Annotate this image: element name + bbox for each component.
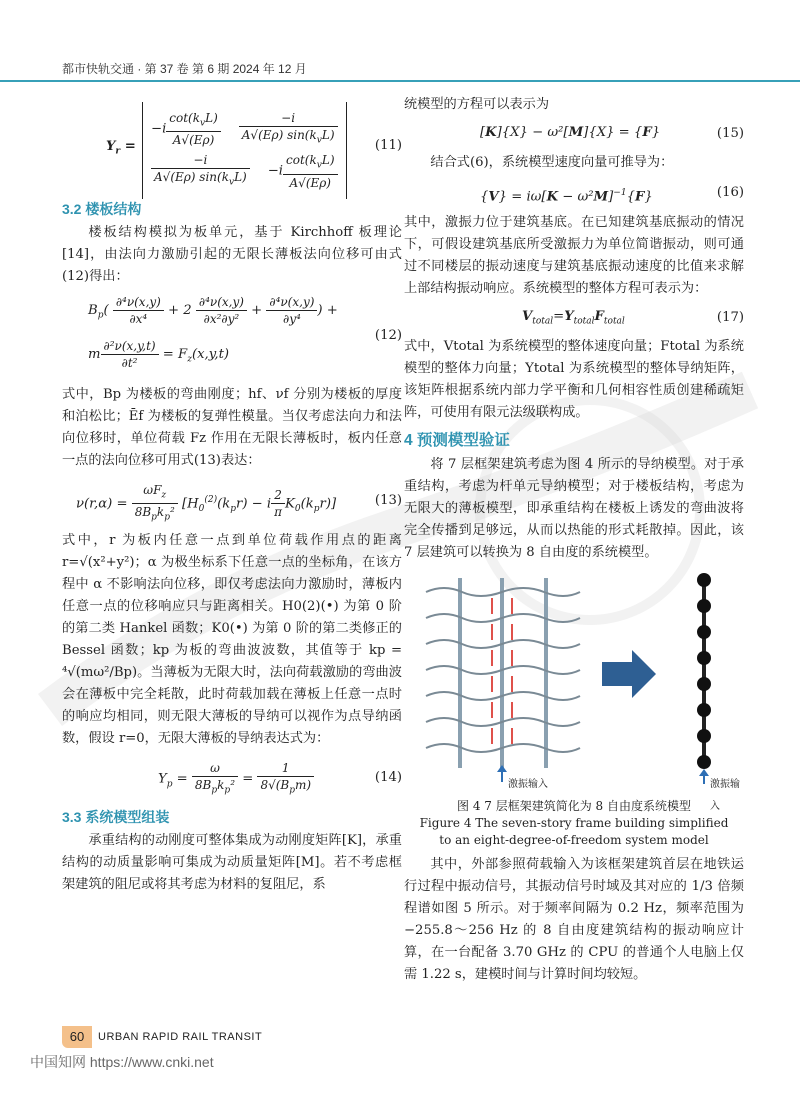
frame-building [426,578,580,782]
paragraph: 式中，r 为板内任意一点到单位荷载作用点的距离 r=√(x²+y²)；α 为极坐标系下任意一点的坐标角，在该方程中 α 不影响法向位移，即仅考虑法向力激励时，薄板内任意一点的位移响应只与距离相关。H0(2)(•) 为第 0 阶的第二类 Hankel 函数；K0(•) 为第 0 阶的第二类修正的 Bessel 函数；kp 为板的弯曲波波数，其值等于 kp = ⁴√(mω²/Bp)。当薄板为无限大时，法向荷载激励的弯曲波会在薄板中完全耗散，此时荷载加载在薄板上任意一点时的响应均相同，则无限大薄板的导纳可以视作为点导纳函数，假设 r=0，无限大薄板的导纳表达式为： [62,533,402,746]
paragraph: 其中，激振力位于建筑基底。在已知建筑基底振动的情况下，可假设建筑基底所受激振力为单位简谐振动，则可通过不同楼层的振动速度与建筑基底振动速度的比值来求解上部结构振动响应。系统模型的整体方程可表示为： [404,215,744,296]
section-title-3-2: 3.2 楼板结构 [62,201,142,217]
equation-number: (15) [716,126,744,141]
paragraph: 式中，Vtotal 为系统模型的整体速度向量；Ftotal 为系统模型的整体力向量；Ytotal 为系统模型的整体导纳矩阵，该矩阵根据系统内部力学平衡和几何相容性质创建稀疏矩阵，可使用有限元法级联构成。 [404,339,744,420]
equation-number: (14) [374,770,402,785]
figure-caption-cn: 图 4 7 层框架建筑简化为 8 自由度系统模型 [457,799,691,813]
excitation-label-left: 激振输入 [508,779,548,790]
equation-13: ν(r,α) = $\frac{\omega F_z}{8B_pk_p^2}$ [$H_0^{(2)}(k_pr) - i$ $\frac{2}{\pi}$ $K_0(k_pr)$] (13) [76,483,402,523]
paragraph: 式中，Bp 为楼板的弯曲刚度；hf、νf 分别为楼板的厚度和泊松比；Ēf 为楼板的复弹性模量。当仅考虑法向力和法向位移时，单位荷载 Fz 作用在无限长薄板时，板内任意一点的法向位移可用式(13)表达： [62,387,402,468]
excitation-label-right: 激振输入 [710,779,740,812]
section-title-4: 4 预测模型验证 [404,432,510,449]
right-column [404,94,744,986]
paragraph: 统模型的方程可以表示为 [404,97,550,112]
left-column [62,94,402,896]
equation-12: $B_p$( $\frac{\text{∂⁴ν(x,y)}}{\text{∂x⁴}}$ + 2 $\frac{\text{∂⁴ν(x,y)}}{\text{∂x²∂y²}}$ + $\frac{\text{∂⁴ν(x,y)}}{\text{∂y⁴}}$ ) + m $\frac{\text{∂²ν(x,y,t)}}{\text{∂t²}}$ = $F_z(x,y,t)$ (12) [88,295,402,370]
figure-caption-en-2: to an eight-degree-of-freedom system model [439,833,709,847]
paragraph: 楼板结构模拟为板单元，基于 Kirchhoff 板理论[14]，由法向力激励引起的无限长薄板法向位移可由式(12)得出： [62,225,402,284]
equation-17: $V_{total}=Y_{total}F_{total}$ (17) [404,306,744,330]
figure-caption-en-1: Figure 4 The seven-story frame building simplified [419,816,729,830]
equation-15: [K]{X} − ω²[M]{X} = {F} (15) [404,122,744,146]
figure-4 [404,570,744,970]
equation-11: $Y_r$ = −i $\frac{\cot(k_vL)}{A√(E\rho)}$ $\frac{-i}{A√(E\rho) \sin(k_vL)}$ $\frac{-i}{A√(E\rho) \sin(k_vL)}$ −i $\frac{\cot(k_vL)}{A√(E\rho)}$ (11) [62,100,402,192]
paragraph: 承重结构的动刚度可整体集成为动刚度矩阵[K]，承重结构的动质量影响可集成为动质量矩阵[M]。若不考虑框架建筑的阻尼或将其考虑为材料的复阻尼，系 [62,833,402,892]
equation-number: (17) [716,310,744,325]
paragraph: 将 7 层框架建筑考虑为图 4 所示的导纳模型。对于承重结构，考虑为杆单元导纳模型；对于楼板结构，考虑为无限大的薄板模型，即承重结构在楼板上诱发的弯曲波将完全传播到足够远，从而以热能的形式耗散掉。因此，该 7 层建筑可以转换为 8 自由度的系统模型。 [404,457,744,560]
journal-header: 都市快轨交通 · 第 37 卷 第 6 期 2024 年 12 月 [62,62,307,76]
equation-number: (12) [374,328,402,343]
journal-name-en: URBAN RAPID RAIL TRANSIT [98,1031,263,1043]
transform-arrow-icon [602,650,656,698]
equation-14: $Y_p$ = $\frac{\omega}{8B_pk_p^2}$ = $\frac{1}{8√(B_pm)}$ (14) [158,761,402,796]
page-footer [62,1026,742,1048]
paragraph: 结合式(6)，系统模型速度向量可推导为： [430,155,674,170]
equation-number: (11) [374,138,402,153]
header-rule [0,80,800,82]
equation-number: (16) [716,185,744,200]
equation-16: $\{V\} = i\omega[K - \omega^2M]^{-1}\{F\}$ (16) [404,180,744,206]
section-title-3-3: 3.3 系统模型组装 [62,809,170,825]
eight-dof-model [697,573,711,784]
paragraph: 其中，外部参照荷载输入为该框架建筑首层在地铁运行过程中振动信号，其振动信号时域及其对应的 1/3 倍频程谱如图 5 所示。对于频率间隔为 0.2 Hz，频率范围为−255.8～256 Hz 的 8 自由度建筑结构的振动响应计算，在一台配备 3.70 GHz 的 CPU 的普通个人电脑上仅需 1.22 s，建模时间与计算时间均较短。 [404,857,744,982]
page-number: 60 [62,1026,92,1048]
figure-4-diagram [404,570,744,790]
equation-number: (13) [374,493,402,508]
cnki-watermark: 中国知网 https://www.cnki.net [30,1054,214,1070]
